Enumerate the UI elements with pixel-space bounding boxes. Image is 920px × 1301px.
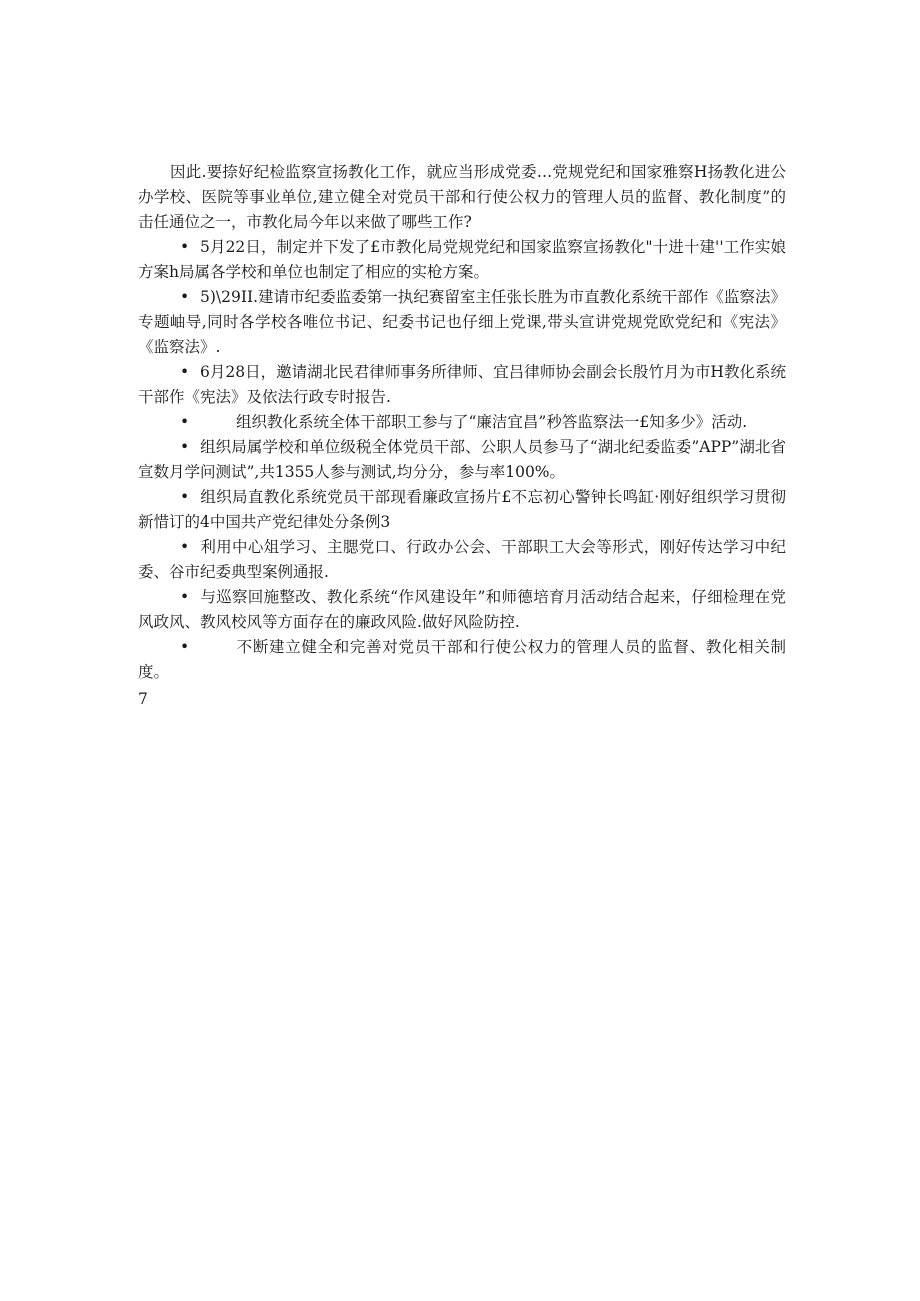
bullet-icon: • [180,638,190,656]
list-item-text: 组织教化系统全体干部职工参与了“廉洁宜昌”秒答监察法一£知多少》活动. [236,413,748,431]
list-item-text: 利用中心俎学习、主腮党口、行政办公会、干部职工大会等形式，刚好传达学习中纪委、谷市纪委典型案例通报. [138,538,786,581]
list-item [138,635,786,685]
bullet-icon: • [180,288,190,306]
document-body [138,160,786,728]
intro-paragraph: 因此.要捺好纪检监察宣扬教化工作，就应当形成党委…党规党纪和国家雅察H扬教化进公办学校、医院等事业单位,建立健全对党员干部和行使公权力的管理人员的监督、教化制度”的击任通位之一，市教化局今年以来做了哪些工作? [138,163,786,231]
list-item [138,285,786,360]
list-item [138,585,786,635]
bullet-icon: • [180,588,190,606]
list-item [138,535,786,585]
bullet-icon: • [180,238,190,256]
list-item-text: 6月28日，邀请湖北民君律师事务所律师、宜吕律师协会副会长殷竹月为市H教化系统干部作《宪法》及依法行政专时报告. [138,363,786,406]
bullet-icon: • [180,488,190,506]
list-item [138,360,786,410]
list-item-text: 5)\29II.建请市纪委监委第一执纪赛留室主任张长胜为市直教化系统干部作《监察法》专题岫导,同时各学校各唯位书记、纪委书记也仔细上党课,带头宣讲党规党欧党纪和《宪法》《监察法》. [138,288,786,356]
list-item [138,410,786,435]
list-item [138,235,786,285]
list-item-text: 组织局直教化系统党员干部现看廉政宣扬片£不忘初心警钟长鸣缸·刚好组织学习贯彻新惜订的4中国共产党纪律处分条例3 [138,488,786,531]
list-item-text: 与巡察回施整改、教化系统“作风建设年”和师德培育月活动结合起来，仔细检理在党风政风、教风校风等方面存在的廉政风险.做好风险防控. [138,588,786,631]
list-item [138,435,786,485]
bullet-icon: • [180,438,190,456]
list-item-text: 不断建立健全和完善对党员干部和行使公权力的管理人员的监督、教化相关制度。 [138,638,786,681]
list-item-text: 组织局属学校和单位级税全体党员干部、公职人员参马了“湖北纪委监委”APP”湖北省宣数月学问测试”,共1355人参与测试,均分分，参与率100%。 [138,438,786,481]
list-item [138,485,786,535]
bullet-icon: • [180,363,190,381]
page-number: 7 [138,690,148,708]
bullet-icon: • [180,413,190,431]
list-item-text: 5月22日，制定并下发了£市教化局党规党纪和国家监察宣扬教化"十进十建''工作实娘方案h局属各学校和单位也制定了相应的实枪方案。 [138,238,786,281]
bullet-icon: • [180,538,190,556]
